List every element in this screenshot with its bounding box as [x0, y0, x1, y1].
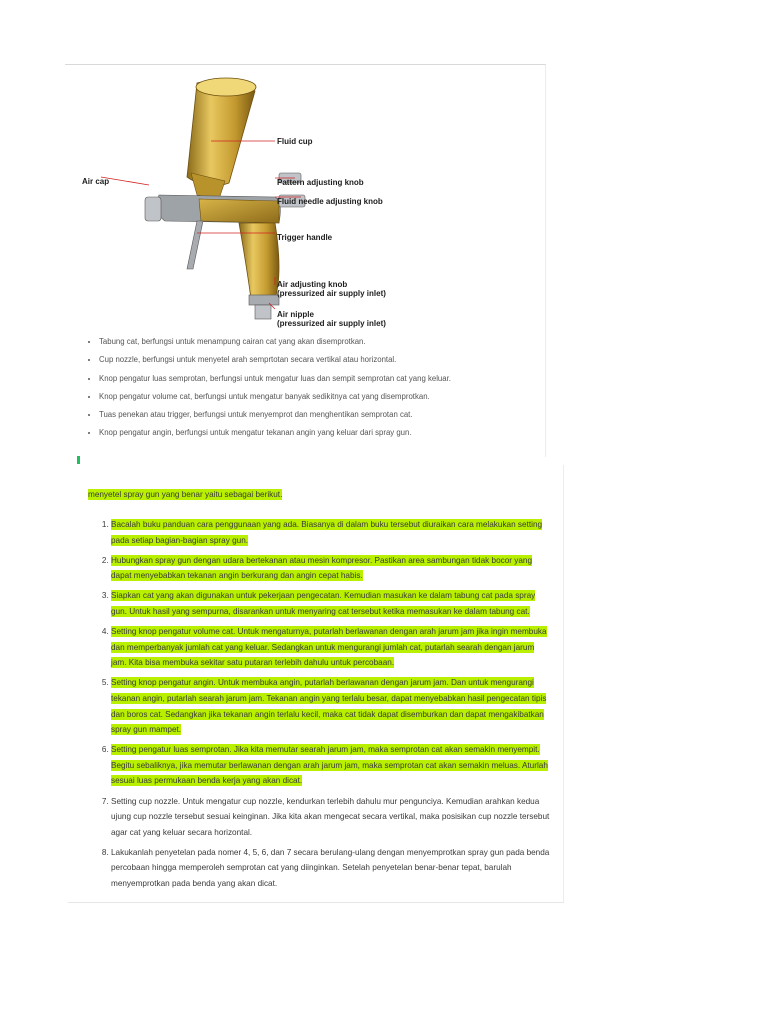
- list-item: • Tuas penekan atau trigger, berfungsi untuk menyemprot dan menghentikan semprotan cat.: [99, 410, 549, 419]
- parts-list: [85, 337, 549, 447]
- list-item: 8. Lakukanlah penyetelan pada nomer 4, 5, 6, dan 7 secara berulang-ulang dengan menyemprotkan spray gun pada benda percobaan hingga memperoleh semprotan cat yang diinginkan. Setelah penyetelan benar-benar tepat, barulah menyemprotkan pada benda yang akan dicat.: [111, 845, 551, 892]
- highlight: Siapkan cat yang akan digunakan untuk pekerjaan pengecatan. Kemudian masukan ke dalam tabung cat pada spray gun. Untuk hasil yang sempurna, disarankan untuk menyaring cat tersebut ketika memasukan ke dalam tabung cat.: [111, 591, 536, 616]
- label-air-knob: Air adjusting knob: [277, 280, 348, 289]
- list-item: [111, 624, 551, 671]
- label-fluid-needle: Fluid needle adjusting knob: [277, 197, 383, 206]
- air-cap-shape: [145, 197, 161, 221]
- highlight: menyetel spray gun yang benar yaitu sebagai berikut.: [88, 490, 283, 499]
- diagram-panel: [65, 64, 546, 457]
- spray-gun-figure: [79, 73, 439, 328]
- label-air-cap: Air cap: [82, 177, 110, 186]
- highlight: Setting pengatur luas semprotan. Jika kita memutar searah jarum jam, maka semprotan cat akan semakin menyempit. Begitu sebaliknya, jika memutar berlawanan dengan arah jarum jam, maka semprotan cat akan semakin meluas. Aturlah sesuai luas permukaan benda kerja yang akan dicat.: [111, 745, 548, 786]
- intro-text: [88, 490, 282, 499]
- label-air-nipple-sub: (pressurized air supply inlet): [277, 319, 386, 328]
- list-item: [111, 588, 551, 619]
- list-item: • Knop pengatur angin, berfungsi untuk mengatur tekanan angin yang keluar dari spray gun.: [99, 428, 549, 437]
- selection-marker: [77, 456, 80, 464]
- list-item: [111, 517, 551, 548]
- label-air-knob-sub: (pressurized air supply inlet): [277, 289, 386, 298]
- highlight: Setting knop pengatur angin. Untuk membuka angin, putarlah berlawanan dengan jarum jam. Dan untuk mengurangi tekanan angin, putarlah searah jarum jam. Tekanan angin yang terlalu besar, dapat menyebabkan hasil pengecatan tipis dan boros cat. Sedangkan jika tekanan angin terlalu kecil, maka cat tidak dapat disemburkan dan dapat mengakibatkan spray gun mampet.: [111, 678, 547, 735]
- steps-panel: [68, 465, 564, 903]
- label-fluid-cup: Fluid cup: [277, 137, 313, 146]
- steps-list: [98, 517, 551, 896]
- label-pattern-knob: Pattern adjusting knob: [277, 178, 364, 187]
- list-item: • Knop pengatur luas semprotan, berfungsi untuk mengatur luas dan sempit semprotan cat yang keluar.: [99, 374, 549, 383]
- list-item: • Cup nozzle, berfungsi untuk menyetel arah semprtotan secara vertikal atau horizontal.: [99, 355, 549, 364]
- handle-shape: [239, 223, 279, 299]
- list-item: [111, 742, 551, 789]
- list-item: • Knop pengatur volume cat, berfungsi untuk mengatur banyak sedikitnya cat yang disemprotkan.: [99, 392, 549, 401]
- list-item: [111, 553, 551, 584]
- highlight: Hubungkan spray gun dengan udara bertekanan atau mesin kompresor. Pastikan area sambungan tidak bocor yang dapat menyebabkan tekanan angin berkurang dan angin cepat habis.: [111, 555, 533, 581]
- label-trigger: Trigger handle: [277, 233, 333, 242]
- label-air-nipple: Air nipple: [277, 310, 314, 319]
- spray-gun-illustration: [79, 73, 439, 325]
- trigger-shape: [187, 221, 203, 269]
- highlight: Bacalah buku panduan cara penggunaan yang ada. Biasanya di dalam buku tersebut diuraikan cara melakukan setting pada setiap bagian-bagian spray gun.: [111, 520, 543, 545]
- list-item: 7. Setting cup nozzle. Untuk mengatur cup nozzle, kendurkan terlebih dahulu mur pengunciya. Kemudian arahkan kedua ujung cup nozzle tersebut sesuai keinginan. Jika kita akan mengecat secara vertikal, maka posisikan cup nozzle tersebut agar cat yang keluar secara horizontal.: [111, 794, 551, 841]
- highlight: Setting knop pengatur volume cat. Untuk mengaturnya, putarlah berlawanan dengan arah jarum jam jika ingin membuka dan memperbanyak jumlah cat yang keluar. Sedangkan untuk mengurangi jumlah cat, putarlah searah dengan jarum jam. Kita bisa membuka sekitar satu putaran terlebih dahulu untuk percobaan.: [111, 627, 547, 668]
- list-item: [111, 675, 551, 737]
- list-item: • Tabung cat, berfungsi untuk menampung cairan cat yang akan disemprotkan.: [99, 337, 549, 346]
